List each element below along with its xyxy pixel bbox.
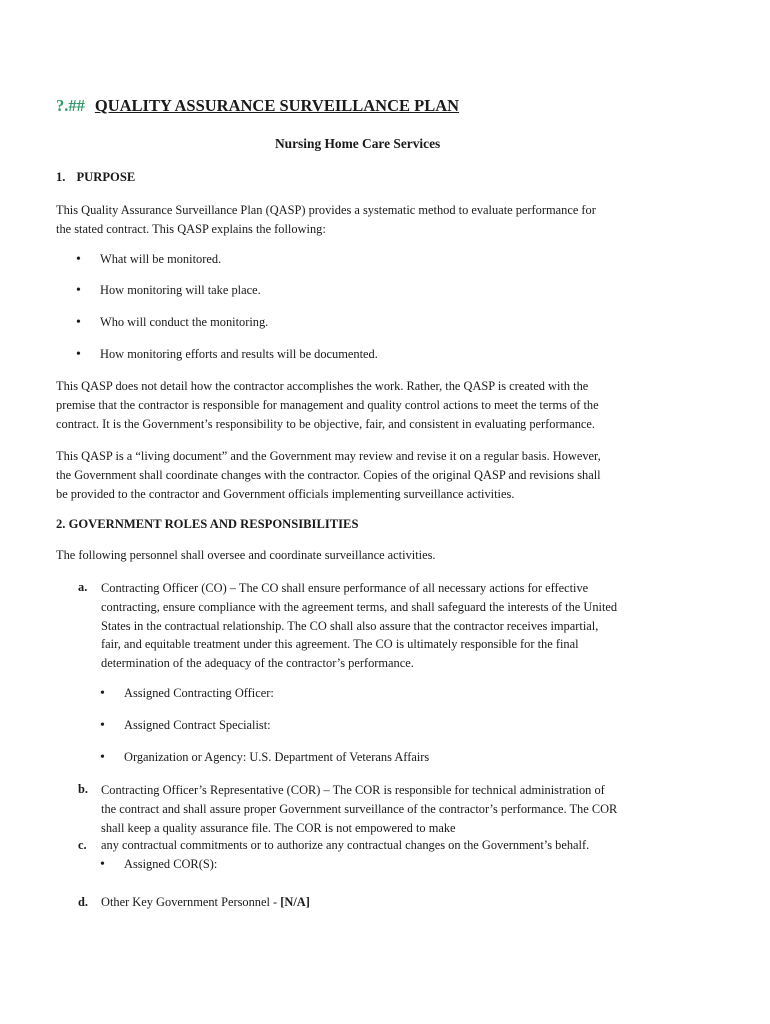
section-1-paragraph-2 [56, 377, 676, 434]
bullet-text: How monitoring efforts and results will be documented. [100, 347, 378, 361]
paragraph-line: This Quality Assurance Surveillance Plan (QASP) provides a systematic method to evaluate performance for [56, 203, 596, 217]
item-d-label: d. [78, 895, 88, 909]
item-d-text [101, 895, 310, 910]
item-b-label: b. [78, 782, 88, 796]
paragraph-line: States in the contractual relationship. The CO shall also assure that the contractor receives impartial, [101, 618, 599, 633]
bullet-text: Assigned COR(S): [124, 857, 218, 871]
bullet-icon: • [100, 857, 105, 872]
bullet-item [100, 718, 271, 734]
bullet-text: Organization or Agency: U.S. Department of Veterans Affairs [124, 750, 430, 764]
bullet-icon: • [100, 718, 105, 733]
bullet-icon: • [100, 686, 105, 701]
section-1-title: PURPOSE [76, 170, 136, 184]
bullet-item [76, 347, 378, 363]
bullet-item [76, 252, 221, 268]
item-c-text: any contractual commitments or to authorize any contractual changes on the Government’s behalf. [101, 838, 590, 852]
paragraph-line: fair, and equitable treatment under this agreement. The CO is ultimately responsible for the final [101, 637, 579, 652]
section-1-heading [56, 170, 135, 185]
bullet-icon: • [76, 283, 81, 298]
bullet-item [100, 857, 217, 873]
bullet-text: How monitoring will take place. [100, 283, 261, 297]
section-1-paragraph-3 [56, 447, 676, 504]
paragraph-line: premise that the contractor is responsible for management and quality control actions to meet the terms of the [56, 398, 599, 412]
bullet-item [100, 750, 429, 766]
bullet-text: Assigned Contract Specialist: [124, 718, 271, 732]
paragraph-line: the contract and shall assure proper Government surveillance of the contractor’s performance. The COR [101, 801, 618, 816]
item-b-text [101, 781, 617, 837]
paragraph-line: contract. It is the Government’s responsibility to be objective, fair, and consistent in evaluating performance. [56, 417, 596, 431]
section-2-heading: 2. GOVERNMENT ROLES AND RESPONSIBILITIES [56, 517, 359, 531]
paragraph-line: the stated contract. This QASP explains the following: [56, 222, 326, 236]
paragraph-line: shall keep a quality assurance file. The COR is not empowered to make [101, 820, 456, 835]
section-marker: ?.## [56, 96, 85, 115]
document-title [56, 96, 459, 116]
paragraph-line: Contracting Officer (CO) – The CO shall ensure performance of all necessary actions for effective [101, 581, 589, 595]
item-a-label: a. [78, 580, 88, 594]
bullet-item [76, 315, 268, 331]
paragraph-line: the Government shall coordinate changes with the contractor. Copies of the original QASP and revisions shall [56, 468, 601, 482]
paragraph-line: Contracting Officer’s Representative (COR) – The COR is responsible for technical administration of [101, 783, 605, 797]
section-2-intro: The following personnel shall oversee and coordinate surveillance activities. [56, 548, 436, 562]
paragraph-line: be provided to the contractor and Government officials implementing surveillance activities. [56, 487, 515, 501]
item-a-text [101, 579, 617, 673]
item-d-label-text: Other Key Government Personnel - [101, 895, 281, 909]
bullet-text: Assigned Contracting Officer: [124, 686, 274, 700]
bullet-item [76, 283, 261, 299]
paragraph-line: contracting, ensure compliance with the agreement terms, and shall safeguard the interests of the United [101, 599, 618, 614]
document-subtitle: Nursing Home Care Services [275, 136, 441, 151]
paragraph-line: This QASP is a “living document” and the Government may review and revise it on a regular basis. However, [56, 449, 601, 463]
paragraph-line: This QASP does not detail how the contractor accomplishes the work. Rather, the QASP is created with the [56, 379, 589, 393]
bullet-icon: • [76, 252, 81, 267]
paragraph-line: determination of the adequacy of the contractor’s performance. [101, 656, 414, 671]
bullet-icon: • [100, 750, 105, 765]
bullet-text: What will be monitored. [100, 252, 222, 266]
section-1-number: 1. [56, 170, 66, 184]
bullet-item [100, 686, 274, 702]
title-text: QUALITY ASSURANCE SURVEILLANCE PLAN [94, 96, 460, 115]
section-1-intro [56, 201, 676, 239]
bullet-icon: • [76, 315, 81, 330]
bullet-text: Who will conduct the monitoring. [100, 315, 269, 329]
item-d-value: [N/A] [280, 895, 310, 909]
bullet-icon: • [76, 347, 81, 362]
item-c-label: c. [78, 838, 87, 852]
